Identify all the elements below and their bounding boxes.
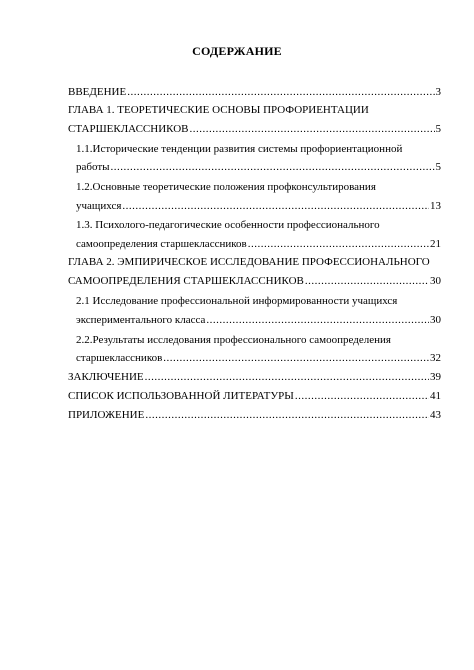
- toc-entry-text: 1.1.Исторические тенденции развития системы профориентационной: [76, 143, 403, 155]
- toc-entry-text: ГЛАВА 1. ТЕОРЕТИЧЕСКИЕ ОСНОВЫ ПРОФОРИЕНТАЦИИ: [68, 104, 369, 116]
- toc-entry-text: САМООПРЕДЕЛЕНИЯ СТАРШЕКЛАССНИКОВ: [68, 275, 304, 287]
- toc-entry-text: ГЛАВА 2. ЭМПИРИЧЕСКОЕ ИССЛЕДОВАНИЕ ПРОФЕССИОНАЛЬНОГО: [68, 256, 430, 268]
- dot-leader: [189, 122, 434, 136]
- toc-entry: [76, 294, 441, 308]
- dot-leader: [305, 274, 429, 288]
- toc-entry-text: СПИСОК ИСПОЛЬЗОВАННОЙ ЛИТЕРАТУРЫ: [68, 390, 294, 402]
- toc-page-number: 13: [430, 200, 441, 212]
- toc-page-number: 41: [430, 390, 441, 402]
- toc-page-number: 39: [430, 371, 441, 383]
- toc-entry: [68, 122, 441, 136]
- toc-entry: [76, 142, 441, 156]
- toc-entry: [68, 370, 441, 384]
- dot-leader: [122, 199, 429, 213]
- dot-leader: [163, 351, 429, 365]
- toc-entry-text: ВВЕДЕНИЕ: [68, 86, 127, 98]
- toc-entry-text: работы: [76, 161, 110, 173]
- toc-entry: [76, 333, 441, 347]
- dot-leader: [145, 408, 429, 422]
- toc-entry-text: учащихся: [76, 200, 122, 212]
- toc-entry: [76, 199, 441, 213]
- toc-entry-text: СТАРШЕКЛАССНИКОВ: [68, 123, 189, 135]
- toc-entry: [68, 255, 441, 269]
- toc-page-number: 5: [435, 161, 441, 173]
- toc-entry: [68, 274, 441, 288]
- toc-entry: [76, 237, 441, 251]
- toc-page-number: 32: [430, 352, 441, 364]
- toc-page-number: 5: [435, 123, 441, 135]
- toc-entry-text: экспериментального класса: [76, 314, 206, 326]
- toc-entry-text: ПРИЛОЖЕНИЕ: [68, 409, 145, 421]
- dot-leader: [295, 389, 429, 403]
- dot-leader: [127, 85, 434, 99]
- toc-entry: [68, 85, 441, 99]
- toc-entry: [76, 218, 441, 232]
- toc-entry-text: старшеклассников: [76, 352, 163, 364]
- toc-entry: [76, 351, 441, 365]
- toc-entry-text: 2.2.Результаты исследования профессионального самоопределения: [76, 334, 391, 346]
- toc-page-number: 21: [430, 238, 441, 250]
- toc-entry-text: 1.3. Психолого-педагогические особенности профессионального: [76, 219, 380, 231]
- toc-page-number: 3: [435, 86, 441, 98]
- dot-leader: [111, 160, 435, 174]
- dot-leader: [206, 313, 429, 327]
- toc-entry: [68, 408, 441, 422]
- toc-entry: [68, 103, 441, 117]
- toc-entry: [68, 389, 441, 403]
- toc-entry-text: 1.2.Основные теоретические положения профконсультирования: [76, 181, 376, 193]
- toc-entry-text: ЗАКЛЮЧЕНИЕ: [68, 371, 144, 383]
- toc-page-number: 30: [430, 314, 441, 326]
- toc-page-number: 30: [430, 275, 441, 287]
- toc-entry: [76, 313, 441, 327]
- dot-leader: [145, 370, 429, 384]
- page-title: СОДЕРЖАНИЕ: [192, 44, 282, 58]
- toc-entry: [76, 180, 441, 194]
- toc-entry-text: самоопределения старшеклассников: [76, 238, 247, 250]
- toc-entry-text: 2.1 Исследование профессиональной информированности учащихся: [76, 295, 398, 307]
- dot-leader: [248, 237, 429, 251]
- toc-entry: [76, 160, 441, 174]
- toc-page-number: 43: [430, 409, 441, 421]
